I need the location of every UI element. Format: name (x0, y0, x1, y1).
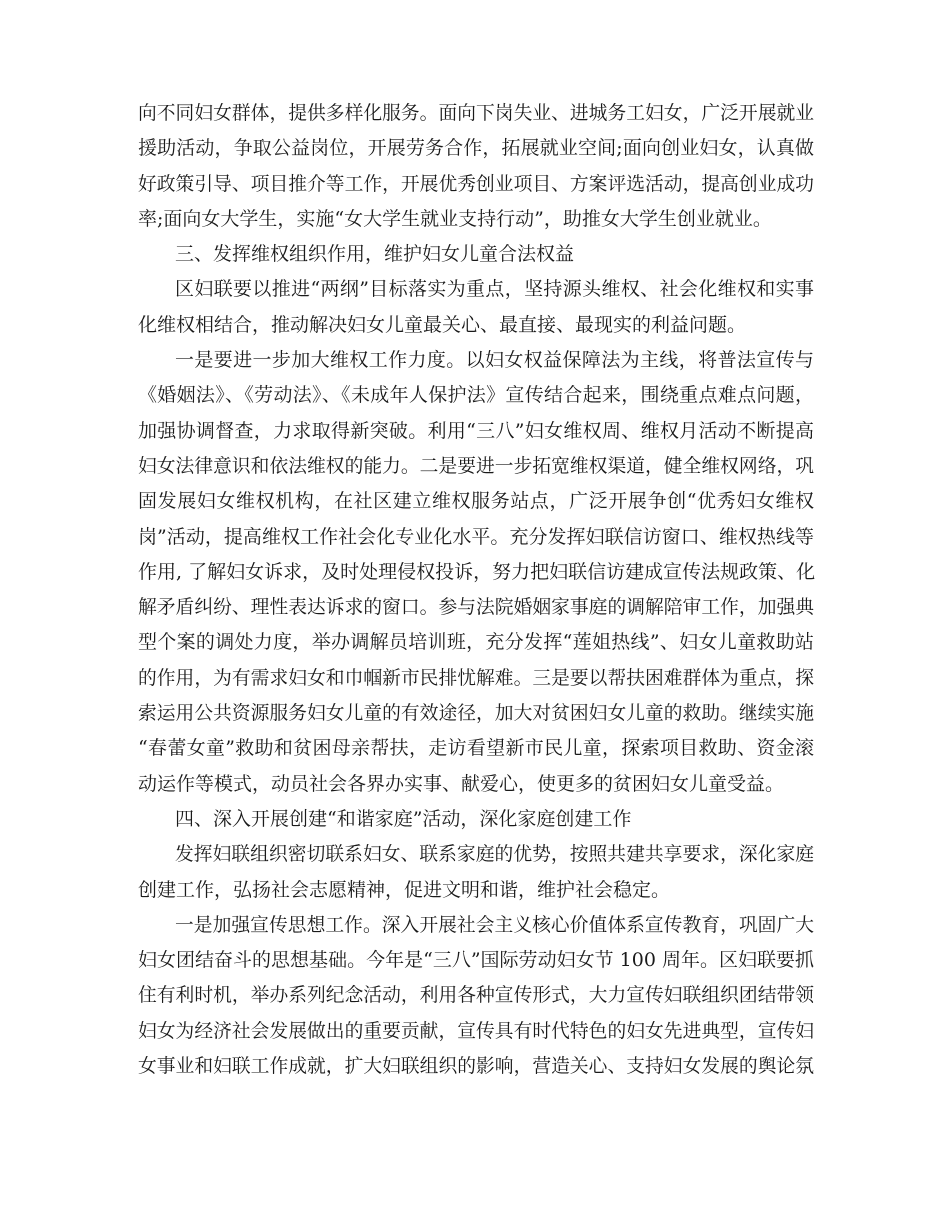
text-line: 妇女团结奋斗的思想基础。今年是“三八”国际劳动妇女节 100 周年。区妇联要抓 (138, 949, 814, 972)
text-line: “春蕾女童”救助和贫困母亲帮扶，走访看望新市民儿童，探索项目救助、资金滚 (138, 737, 814, 760)
text-line: 一是要进一步加大维权工作力度。以妇女权益保障法为主线，将普法宣传与 (175, 349, 814, 372)
text-line: 援助活动，争取公益岗位，开展劳务合作，拓展就业空间;面向创业妇女，认真做 (138, 137, 814, 160)
text-line: 岗”活动，提高维权工作社会化专业化水平。充分发挥妇联信访窗口、维权热线等 (138, 525, 814, 548)
text-line: 妇女为经济社会发展做出的重要贡献，宣传具有时代特色的妇女先进典型，宣传妇 (138, 1020, 814, 1042)
text-line: 向不同妇女群体，提供多样化服务。面向下岗失业、进城务工妇女，广泛开展就业 (138, 103, 814, 124)
text-line: 索运用公共资源服务妇女儿童的有效途径，加大对贫困妇女儿童的救助。继续实施 (138, 703, 814, 725)
text-line: 妇女法律意识和依法维权的能力。二是要进一步拓宽维权渠道，健全维权网络，巩 (138, 455, 814, 477)
text-line: 型个案的调处力度，举办调解员培训班，充分发挥“莲姐热线”、妇女儿童救助站 (138, 631, 814, 654)
text-line: 的作用，为有需求妇女和巾帼新市民排忧解难。三是要以帮扶困难群体为重点，探 (138, 667, 814, 689)
text-line: 发挥妇联组织密切联系妇女、联系家庭的优势，按照共建共享要求，深化家庭 (175, 844, 814, 866)
text-line: 动运作等模式，动员社会各界办实事、献爱心，使更多的贫困妇女儿童受益。 (138, 772, 785, 795)
text-line: 创建工作，弘扬社会志愿精神，促进文明和谐，维护社会稳定。 (138, 878, 671, 901)
text-line: 四、深入开展创建“和谐家庭”活动，深化家庭创建工作 (175, 807, 632, 830)
text-line: 加强协调督查，力求取得新突破。利用“三八”妇女维权周、维权月活动不断提高 (138, 419, 814, 442)
text-line: 解矛盾纠纷、理性表达诉求的窗口。参与法院婚姻家事庭的调解陪审工作，加强典 (138, 597, 814, 619)
text-line: 一是加强宣传思想工作。深入开展社会主义核心价值体系宣传教育，巩固广大 (175, 914, 814, 936)
text-line: 作用, 了解妇女诉求，及时处理侵权投诉，努力把妇联信访建成宣传法规政策、化 (138, 560, 816, 583)
text-line: 住有利时机，举办系列纪念活动，利用各种宣传形式，大力宣传妇联组织团结带领 (138, 985, 814, 1007)
document-body (138, 96, 814, 1084)
text-line: 化维权相结合，推动解决妇女儿童最关心、最直接、最现实的利益问题。 (138, 313, 747, 336)
text-line: 女事业和妇联工作成就，扩大妇联组织的影响，营造关心、支持妇女发展的舆论氛 (138, 1056, 814, 1078)
text-line: 区妇联要以推进“两纲”目标落实为重点，坚持源头维权、社会化维权和实事 (175, 278, 814, 301)
text-line: 率;面向女大学生，实施“女大学生就业支持行动”，助推女大学生创业就业。 (138, 207, 772, 230)
text-line: 好政策引导、项目推介等工作，开展优秀创业项目、方案评选活动，提高创业成功 (138, 173, 814, 195)
text-line: 《婚姻法》、《劳动法》、《未成年人保护法》宣传结合起来，围绕重点难点问题， (138, 384, 814, 407)
text-line: 三、发挥维权组织作用，维护妇女儿童合法权益 (175, 243, 575, 266)
text-line: 固发展妇女维权机构，在社区建立维权服务站点，广泛开展争创“优秀妇女维权 (138, 490, 814, 513)
